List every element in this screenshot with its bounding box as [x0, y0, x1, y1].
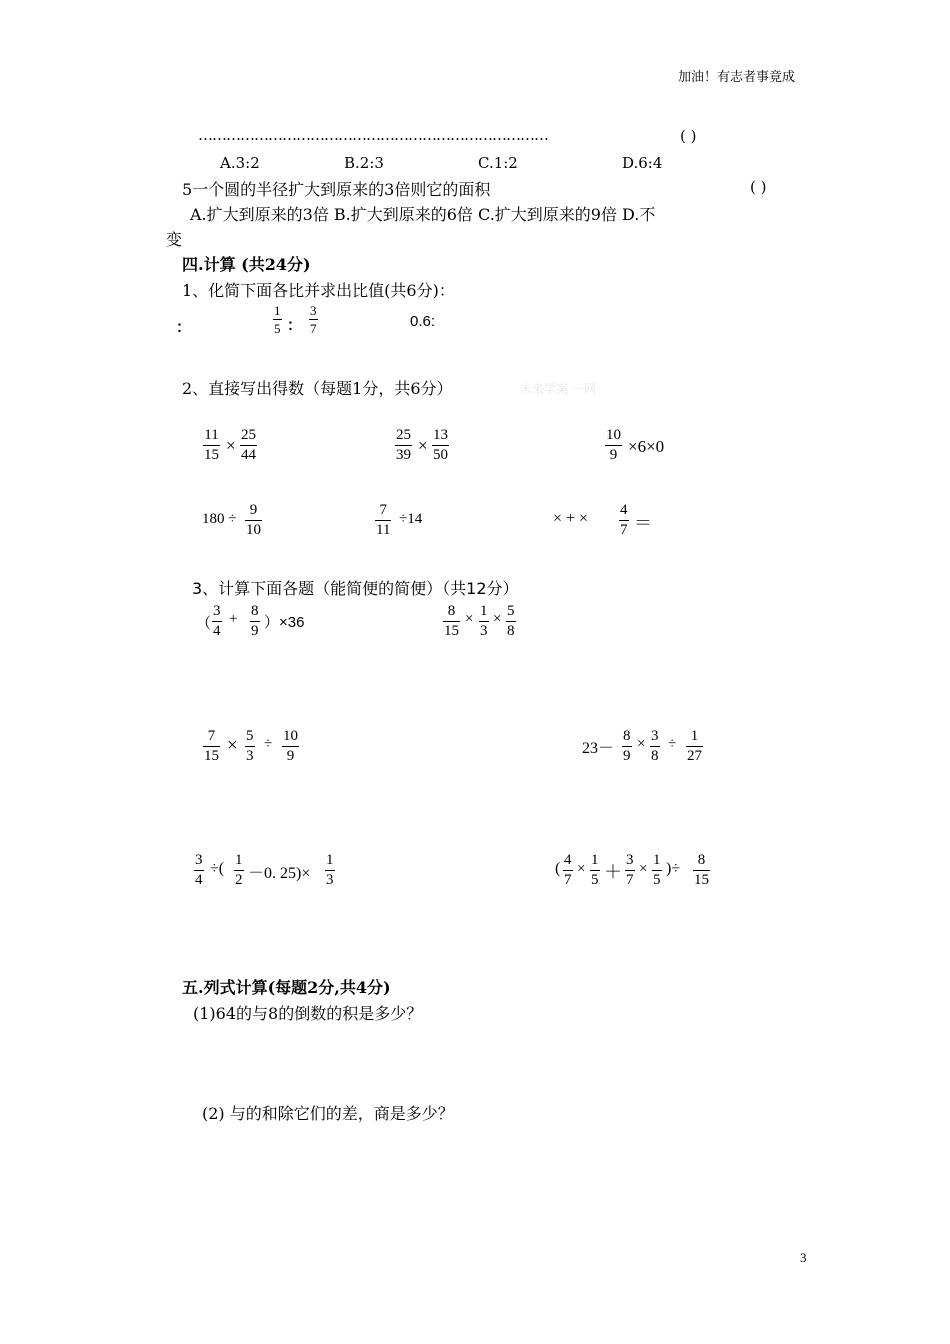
expression-prefix: 23－: [582, 740, 615, 757]
question-5: 5一个圆的半径扩大到原来的3倍则它的面积: [182, 180, 491, 199]
divide-open-paren: ÷(: [210, 860, 225, 877]
close-paren-divide: )÷: [666, 860, 681, 877]
decimal-ratio: 0.6:: [410, 313, 436, 330]
sub-question-3-label: 3、计算下面各题（能简便的简便）（共12分）: [192, 579, 519, 598]
fraction: 8 15: [444, 603, 459, 639]
fraction: 25 44: [241, 427, 256, 463]
expression-middle: －0. 25)×: [248, 865, 311, 882]
option-d: D.6:4: [622, 154, 663, 172]
times-sign: ×: [577, 861, 586, 877]
question-5-options: A.扩大到原来的3倍 B.扩大到原来的6倍 C.扩大到原来的9倍 D.不: [190, 205, 656, 224]
question-5-options-wrap: 变: [166, 230, 183, 249]
section-4-title: 四.计算 (共24分): [182, 255, 311, 274]
colon-mark: ：: [176, 318, 192, 336]
fraction: 1 3: [480, 603, 488, 639]
fraction: 1 5: [653, 852, 661, 888]
fraction: 4 7: [564, 852, 572, 888]
expression-rest: ×6×0: [628, 437, 665, 456]
section-5-question-1: (1)64的与8的倒数的积是多少？: [193, 1004, 423, 1023]
fraction: 3 7: [310, 303, 317, 336]
fraction: 8 15: [694, 852, 709, 888]
option-c: C.1:2: [478, 154, 518, 172]
fraction: 1 27: [687, 728, 702, 764]
fraction: 4 7: [620, 502, 628, 538]
answer-paren: ( ): [680, 127, 697, 145]
plus-sign: ＋: [604, 862, 622, 882]
fraction: 7 11: [376, 502, 391, 538]
times-sign: ×: [418, 436, 428, 455]
equals-sign: ＝: [634, 513, 652, 533]
fraction: 3 8: [651, 728, 659, 764]
expression-prefix: 180 ÷: [202, 511, 237, 527]
fraction: 13 50: [433, 427, 448, 463]
open-paren: (: [555, 860, 561, 877]
fraction: 10 9: [283, 728, 298, 764]
dotted-leader: …………………………………………………………………: [198, 126, 548, 144]
fraction: 8 9: [623, 728, 631, 764]
fraction: 25 39: [396, 427, 411, 463]
fraction: 1 5: [274, 303, 281, 336]
expression-prefix: × + ×: [553, 510, 589, 527]
sub-question-1-label: 1、化简下面各比并求出比值(共6分)：: [182, 281, 455, 300]
fraction: 1 5: [591, 852, 599, 888]
fraction: 7 15: [204, 728, 219, 764]
header-slogan: 加油！有志者事竟成: [678, 70, 796, 85]
times-sign: ×: [227, 735, 238, 756]
fraction: 5 8: [507, 603, 515, 639]
page-number: 3: [800, 1250, 807, 1265]
fraction: 8 9: [251, 603, 259, 639]
times-sign: ×: [465, 611, 474, 627]
plus-sign: +: [229, 611, 238, 627]
option-a: A.3:2: [220, 154, 260, 172]
answer-paren: ( ): [750, 178, 767, 196]
section-5-question-2: (2) 与的和除它们的差，商是多少？: [202, 1104, 454, 1123]
watermark-text: 未来学案 一网: [520, 382, 596, 396]
sub-question-2-label: 2、直接写出得数（每题1分，共6分）: [182, 379, 453, 398]
times-sign: ×: [637, 736, 646, 752]
fraction: 5 3: [246, 728, 254, 764]
divide-sign: ÷: [264, 736, 273, 752]
section-5-title: 五.列式计算(每题2分,共4分): [182, 978, 391, 997]
fraction: 3 4: [213, 603, 221, 639]
ratio-colon: ：: [287, 316, 303, 334]
fraction: 3 7: [626, 852, 634, 888]
fraction: 11 15: [204, 427, 219, 463]
times-sign: ×: [226, 436, 236, 455]
option-b: B.2:3: [344, 154, 384, 172]
close-paren-times: ）×36: [264, 614, 305, 631]
divide-sign: ÷: [668, 736, 677, 752]
expression-rest: ÷14: [399, 511, 423, 527]
times-sign: ×: [639, 861, 648, 877]
fraction: 3 4: [195, 852, 203, 888]
times-sign: ×: [493, 611, 502, 627]
fraction: 10 9: [606, 427, 621, 463]
open-paren: （: [196, 616, 212, 632]
fraction: 1 3: [326, 852, 334, 888]
fraction: 1 2: [235, 852, 243, 888]
fraction: 9 10: [246, 502, 261, 538]
